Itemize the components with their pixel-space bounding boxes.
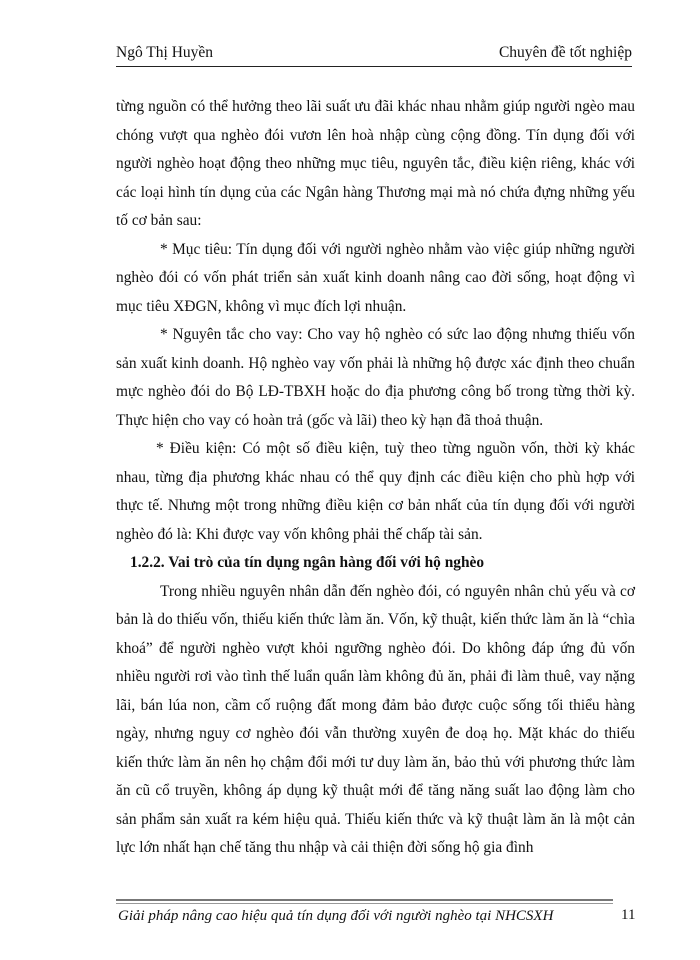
section-heading: 1.2.2. Vai trò của tín dụng ngân hàng đối với hộ nghèo (130, 554, 485, 571)
paragraph-dieu-kien: * Điều kiện: Có một số điều kiện, tuỳ theo từng nguồn vốn, thời kỳ khác nhau, từng địa phương khác nhau có thể quy định các điều kiện cho phù hợp với thực tế. Nhưng một trong những điều kiện cơ bản nhất của tín dụng đối với người nghèo đó là: Khi được vay vốn không phải thế chấp tài sản. (116, 440, 635, 543)
page-body (116, 93, 635, 863)
paragraph-nguyen-tac: * Nguyên tắc cho vay: Cho vay hộ nghèo có sức lao động nhưng thiếu vốn sản xuất kinh doanh. Hộ nghèo vay vốn phải là những hộ được xác định theo chuẩn mực nghèo đói do Bộ LĐ-TBXH hoặc do địa phương công bố trong từng thời kỳ. Thực hiện cho vay có hoàn trả (gốc và lãi) theo kỳ hạn đã thoả thuận. (116, 326, 635, 429)
header-doc-type: Chuyên đề tốt nghiệp (498, 44, 632, 61)
paragraph-muc-tieu: * Mục tiêu: Tín dụng đối với người nghèo nhằm vào việc giúp những người nghèo đói có vốn phát triển sản xuất kinh doanh nâng cao đời sống, hoạt động vì mục tiêu XĐGN, không vì mục đích lợi nhuận. (116, 240, 635, 315)
page-header (116, 44, 632, 66)
paragraph-vai-tro: Trong nhiều nguyên nhân dẫn đến nghèo đói, có nguyên nhân chủ yếu và cơ bản là do thiếu vốn, thiếu kiến thức làm ăn. Vốn, kỹ thuật, kiến thức làm ăn là “chìa khoá” để người nghèo vượt khỏi ngưỡng nghèo đói. Do không đáp ứng đủ vốn nhiều người rơi vào tình thế luẩn quẩn làm không đủ ăn, phải đi làm thuê, vay nặng lãi, bán lúa non, cầm cố ruộng đất mong đảm bảo được cuộc sống tối thiểu hàng ngày, nhưng nguy cơ nghèo đói vẫn thường xuyên đe doạ họ. Mặt khác do thiếu kiến thức làm ăn nên họ chậm đổi mới tư duy làm ăn, bảo thủ với phương thức làm ăn cũ cổ truyền, không áp dụng kỹ thuật mới để tăng năng suất lao động làm cho sản phẩm sản xuất ra kém hiệu quả. Thiếu kiến thức và kỹ thuật làm ăn là một cản lực lớn nhất hạn chế tăng thu nhập và cải thiện đời sống hộ gia đình (116, 582, 635, 856)
header-author: Ngô Thị Huyền (116, 44, 214, 61)
page-number: 11 (621, 907, 636, 923)
footer-rule (116, 899, 613, 901)
paragraph-intro: từng nguồn có thể hưởng theo lãi suất ưu đãi khác nhau nhằm giúp người ngèo mau chóng vượt qua nghèo đói vươn lên hoà nhập cùng cộng đồng. Tín dụng đối với người nghèo hoạt động theo những mục tiêu, nguyên tắc, điều kiện riêng, khác với các loại hình tín dụng của các Ngân hàng Thương mại mà nó chứa đựng những yếu tố cơ bản sau: (116, 98, 635, 229)
footer-rule-thin (116, 903, 613, 904)
footer-title: Giải pháp nâng cao hiệu quả tín dụng đối với người nghèo tại NHCSXH (118, 908, 554, 924)
header-rule (116, 66, 632, 67)
